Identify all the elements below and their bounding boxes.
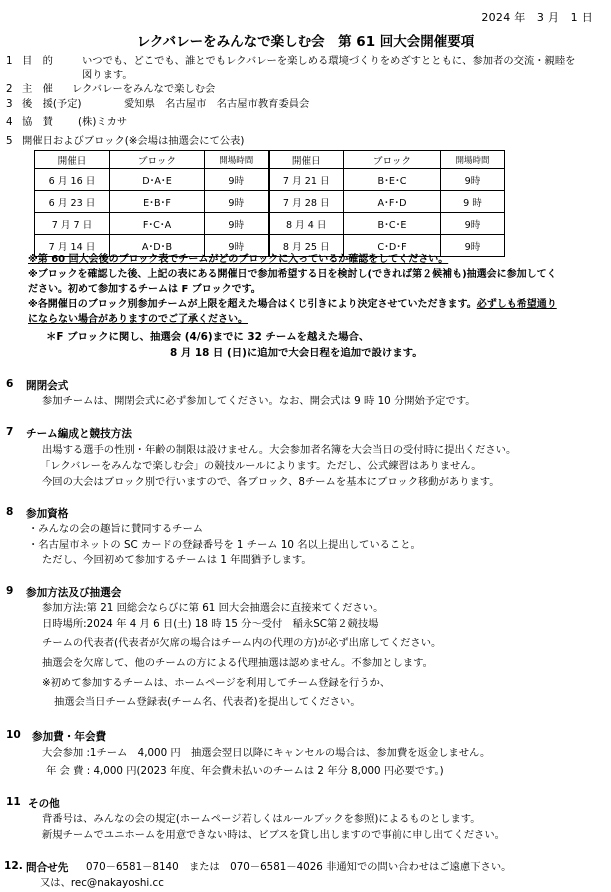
ceremony-text: 参加チームは、開閉会式に必ず参加してください。なお、開会式は 9 時 10 分開始予定です。 bbox=[42, 395, 476, 407]
table-cell: 9時 bbox=[205, 191, 269, 213]
fee-text: 年 会 費 : 4,000 円(2023 年度、年会費未払いのチームは 2 年分 8,000 円必要です。) bbox=[46, 765, 444, 777]
eligibility-heading: 参加資格 bbox=[26, 508, 69, 520]
f-block-note: ＊F ブロックに関し、抽選会 (4/6)までに 32 チームを越えた場合、 bbox=[46, 331, 370, 343]
table-header: 開催日 bbox=[269, 151, 344, 169]
table-cell: C･D･F bbox=[344, 235, 441, 257]
table-cell: 9時 bbox=[441, 169, 505, 191]
schedule-heading: 開催日およびブロック(※会場は抽選会にて公表) bbox=[22, 135, 245, 147]
block-note: ※ブロックを確認した後、上記の表にある開催日で参加希望する日を検討し(できれば第２候補も)抽選会に参加してく bbox=[28, 269, 557, 280]
section-number: 9 bbox=[6, 585, 14, 597]
table-cell: 8 月 25 日 bbox=[269, 235, 344, 257]
other-heading: その他 bbox=[28, 798, 60, 810]
table-cell: 9時 bbox=[205, 213, 269, 235]
table-cell: D･A･E bbox=[110, 169, 205, 191]
section-label: 後 援(予定) bbox=[22, 98, 82, 110]
section-number: 1 bbox=[6, 55, 13, 67]
section-label: 主 催 bbox=[22, 83, 53, 95]
section-number: 4 bbox=[6, 116, 13, 128]
team-rules-heading: チーム編成と競技方法 bbox=[26, 428, 132, 440]
table-cell: A･D･B bbox=[110, 235, 205, 257]
entry-heading: 参加方法及び抽選会 bbox=[26, 587, 122, 599]
section-label: 目 的 bbox=[22, 55, 53, 67]
other-text: 新規チームでユニホームを用意できない時は、ビブスを貸し出しますので事前に申し出てください。 bbox=[42, 829, 505, 841]
team-rules-text: 「レクバレーをみんなで楽しむ会」の競技ルールによります。ただし、公式練習はありません。 bbox=[40, 460, 482, 472]
table-cell: 9時 bbox=[441, 213, 505, 235]
table-cell: 9時 bbox=[441, 235, 505, 257]
table-header: 開場時間 bbox=[441, 151, 505, 169]
table-cell: 9時 bbox=[205, 235, 269, 257]
block-note bbox=[28, 298, 557, 312]
team-rules-text: 出場する選手の性別・年齢の制限は設けません。大会参加者名簿を大会当日の受付時に提出ください。 bbox=[42, 444, 517, 456]
ceremony-heading: 開閉会式 bbox=[26, 380, 69, 392]
team-rules-text: 今回の大会はブロック別で行いますので、各ブロック、8チームを基本にブロック移動があります。 bbox=[42, 476, 500, 488]
table-cell: 9時 bbox=[205, 169, 269, 191]
table-cell: E･B･F bbox=[110, 191, 205, 213]
block-note: にならない場合がありますのでご了承ください。 bbox=[28, 314, 248, 325]
table-cell: 7 月 7 日 bbox=[35, 213, 110, 235]
table-cell: 7 月 21 日 bbox=[269, 169, 344, 191]
block-note-emphasis: 必ずしも希望通り bbox=[476, 299, 557, 310]
entry-text: 参加方法:第 21 回総会ならびに第 61 回大会抽選会に直接来てください。 bbox=[42, 602, 384, 614]
f-block-note: 8 月 18 日 (日)に追加で大会日程を追加で設けます。 bbox=[170, 347, 423, 359]
contact-email: 又は、rec@nakayoshi.cc bbox=[40, 877, 164, 889]
section-number: 12. bbox=[4, 860, 23, 872]
section-number: 11 bbox=[6, 796, 21, 808]
table-row bbox=[35, 191, 505, 213]
table-header: ブロック bbox=[110, 151, 205, 169]
entry-text: 抽選会を欠席して、他のチームの方による代理抽選は認めません。不参加とします。 bbox=[42, 657, 433, 669]
cosponsor-text: (株)ミカサ bbox=[78, 116, 128, 128]
section-number: 2 bbox=[6, 83, 13, 95]
table-cell: F･C･A bbox=[110, 213, 205, 235]
table-header-row bbox=[35, 151, 505, 169]
table-header: 開場時間 bbox=[205, 151, 269, 169]
block-note: ださい。初めて参加するチームは F ブロックです。 bbox=[28, 284, 261, 295]
section-number: 6 bbox=[6, 378, 14, 390]
section-number: 8 bbox=[6, 506, 14, 518]
section-number: 5 bbox=[6, 135, 13, 147]
table-cell: A･F･D bbox=[344, 191, 441, 213]
table-cell: 7 月 28 日 bbox=[269, 191, 344, 213]
block-note-text: ※各開催日のブロック別参加チームが上限を超えた場合はくじ引きにより決定させていただきます。 bbox=[28, 299, 477, 310]
entry-text: 抽選会当日チーム登録表(チーム名、代表者)を提出してください。 bbox=[54, 696, 361, 708]
sponsor-text: 愛知県 名古屋市 名古屋市教育委員会 bbox=[124, 98, 310, 110]
table-cell: 9 時 bbox=[441, 191, 505, 213]
document-title: レクバレーをみんなで楽しむ会 第 61 回大会開催要項 bbox=[136, 34, 475, 50]
schedule-table bbox=[34, 150, 505, 257]
contact-text: 070－6581－8140 または 070－6581－4026 非通知での問い合わせはご遠慮下さい。 bbox=[86, 861, 512, 873]
other-text: 背番号は、みんなの会の規定(ホームページ若しくはルールブックを参照)によるものとします。 bbox=[42, 813, 481, 825]
entry-text: ※初めて参加するチームは、ホームページを利用してチーム登録を行うか、 bbox=[42, 677, 391, 689]
table-row bbox=[35, 213, 505, 235]
table-row bbox=[35, 169, 505, 191]
table-header: ブロック bbox=[344, 151, 441, 169]
table-cell: 8 月 4 日 bbox=[269, 213, 344, 235]
purpose-text-cont: 図ります。 bbox=[82, 69, 133, 81]
eligibility-text: ・みんなの会の趣旨に賛同するチーム bbox=[28, 523, 204, 535]
eligibility-text: ただし、今回初めて参加するチームは 1 年間猶予します。 bbox=[42, 554, 312, 566]
document-date: 2024 年 3 月 1 日 bbox=[481, 11, 593, 24]
section-number: 7 bbox=[6, 426, 14, 438]
table-cell: B･E･C bbox=[344, 169, 441, 191]
table-cell: 6 月 23 日 bbox=[35, 191, 110, 213]
table-cell: 7 月 14 日 bbox=[35, 235, 110, 257]
section-number: 10 bbox=[6, 729, 21, 741]
fee-text: 大会参加 :1チーム 4,000 円 抽選会翌日以降にキャンセルの場合は、参加費を返金しません。 bbox=[42, 747, 491, 759]
section-number: 3 bbox=[6, 98, 13, 110]
table-cell: B･C･E bbox=[344, 213, 441, 235]
table-cell: 6 月 16 日 bbox=[35, 169, 110, 191]
contact-heading: 問合せ先 bbox=[26, 862, 69, 874]
entry-text: 日時場所:2024 年 4 月 6 日(土) 18 時 15 分～受付 稲永SC第２競技場 bbox=[42, 618, 379, 630]
table-header: 開催日 bbox=[35, 151, 110, 169]
eligibility-text: ・名古屋市ネットの SC カードの登録番号を 1 チーム 10 名以上提出していること。 bbox=[28, 539, 421, 551]
purpose-text: いつでも、どこでも、誰とでもレクバレーを楽しめる環境づくりをめざすとともに、参加者の交流・親睦を bbox=[82, 55, 576, 67]
entry-text: チームの代表者(代表者が欠席の場合はチーム内の代理の方)が必ず出席してください。 bbox=[42, 637, 442, 649]
section-label: 協 賛 bbox=[22, 116, 53, 128]
organizer-text: レクバレーをみんなで楽しむ会 bbox=[72, 83, 216, 95]
fee-heading: 参加費・年会費 bbox=[32, 731, 107, 743]
block-note: ※第 60 回大会後のブロック表でチームがどのブロックに入っているか確認をしてください。 bbox=[28, 254, 449, 265]
